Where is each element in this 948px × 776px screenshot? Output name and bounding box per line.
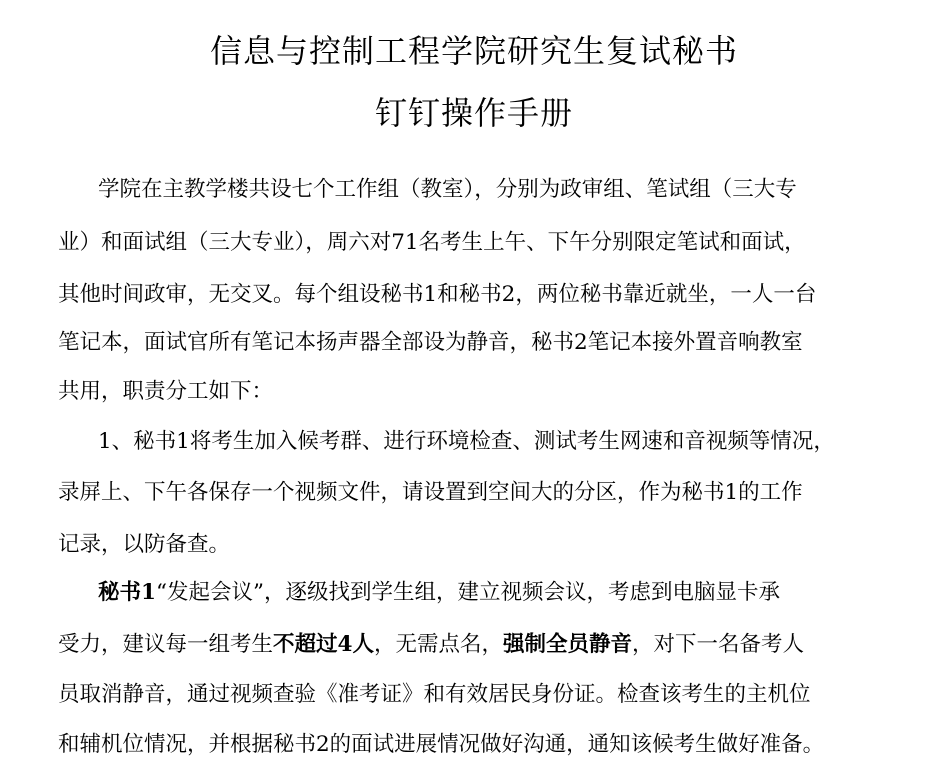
paragraph-3-line-2 bbox=[58, 630, 804, 660]
paragraph-3-line-3: 员取消静音，通过视频查验《准考证》和有效居民身份证。检查该考生的主机位 bbox=[58, 682, 811, 707]
document-title: 信息与控制工程学院研究生复试秘书 bbox=[209, 32, 738, 70]
paragraph-2-line-2: 录屏上、下午各保存一个视频文件，请设置到空间大的分区，作为秘书1的工作 bbox=[58, 480, 803, 505]
paragraph-1-line-4: 笔记本，面试官所有笔记本扬声器全部设为静音，秘书2笔记本接外置音响教室 bbox=[58, 330, 803, 355]
paragraph-1-line-5: 共用，职责分工如下： bbox=[58, 379, 274, 404]
paragraph-2-line-1: 1、秘书1将考生加入候考群、进行环境检查、测试考生网速和音视频等情况， bbox=[98, 429, 835, 454]
paragraph-1-line-2: 业）和面试组（三大专业），周六对71名考生上午、下午分别限定笔试和面试， bbox=[58, 230, 806, 255]
secretary-1-label: 秘书1 bbox=[98, 580, 156, 605]
force-mute-emphasis: 强制全员静音 bbox=[503, 632, 633, 657]
paragraph-3-line-2-part-a: 受力，建议每一组考生 bbox=[58, 632, 274, 657]
paragraph-3-line-1-text: “发起会议”，逐级找到学生组，建立视频会议，考虑到电脑显卡承 bbox=[155, 580, 780, 605]
paragraph-1-line-1: 学院在主教学楼共设七个工作组（教室），分别为政审组、笔试组（三大专 bbox=[98, 177, 797, 202]
document-subtitle: 钉钉操作手册 bbox=[374, 94, 573, 132]
paragraph-3-line-2-part-c: ，对下一名备考人 bbox=[632, 632, 805, 657]
paragraph-3-line-1 bbox=[98, 578, 780, 608]
max-four-emphasis: 不超过4人 bbox=[273, 632, 374, 657]
paragraph-2-line-3: 记录，以防备查。 bbox=[58, 532, 231, 557]
paragraph-3-line-4: 和辅机位情况，并根据秘书2的面试进展情况做好沟通，通知该候考生做好准备。 bbox=[58, 732, 825, 757]
paragraph-3-line-2-part-b: ，无需点名， bbox=[373, 632, 503, 657]
paragraph-1-line-3: 其他时间政审，无交叉。每个组设秘书1和秘书2，两位秘书靠近就坐，一人一台 bbox=[58, 282, 817, 307]
